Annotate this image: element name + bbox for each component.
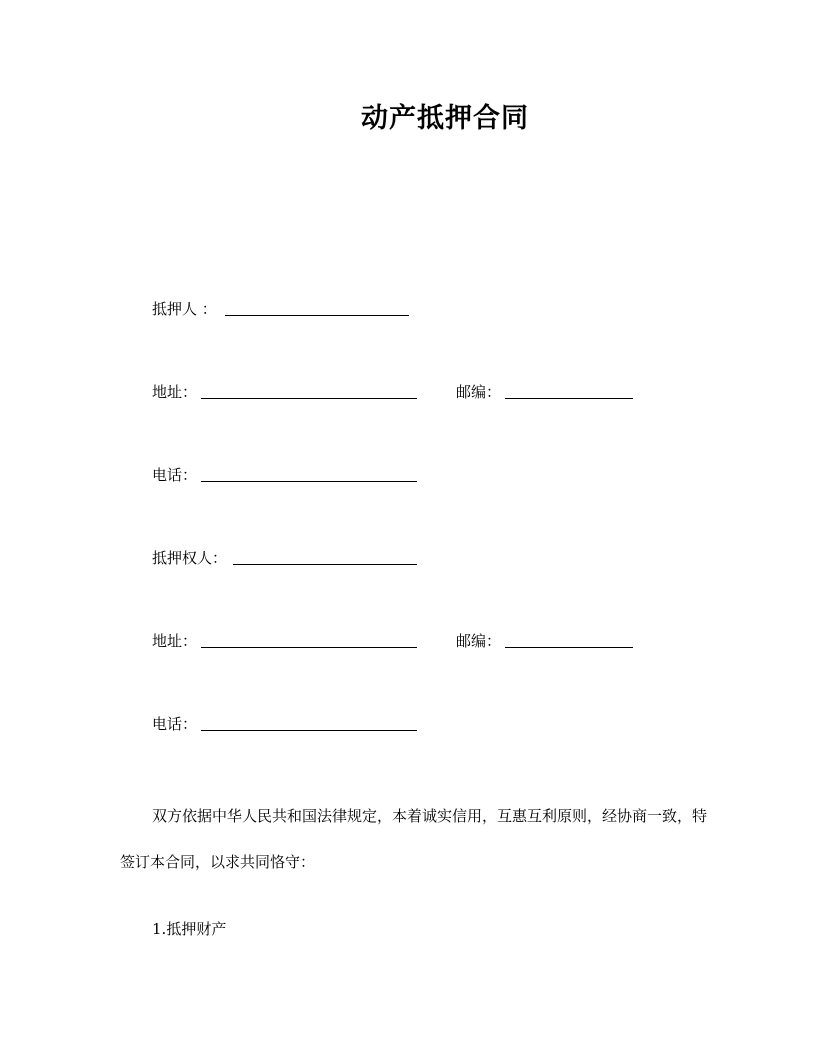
mortgagor-postcode-row: [456, 382, 501, 402]
document-title: 动产抵押合同: [361, 103, 529, 134]
mortgagee-address-label: 地址：: [152, 632, 198, 650]
mortgagee-phone-row: [152, 714, 197, 734]
mortgagee-phone-field[interactable]: [201, 730, 417, 731]
mortgagor-name-row: [152, 299, 217, 319]
mortgagee-address-row: [152, 631, 197, 651]
mortgagor-phone-row: [152, 465, 197, 485]
mortgagee-address-field[interactable]: [201, 647, 417, 648]
mortgagor-address-field[interactable]: [201, 398, 417, 399]
mortgagee-name-label: 抵押权人：: [152, 549, 228, 567]
mortgagee-name-field[interactable]: [233, 564, 417, 565]
section-1-heading: [152, 919, 226, 939]
section-1-title: 抵押财产: [166, 920, 227, 938]
mortgagor-phone-field[interactable]: [201, 481, 417, 482]
mortgagee-postcode-row: [456, 631, 501, 651]
mortgagor-address-label: 地址：: [152, 383, 198, 401]
preamble-paragraph: 双方依据中华人民共和国法律规定，本着诚实信用，互惠互利原则，经协商一致，特签订本合同，以求共同恪守：: [120, 807, 708, 871]
mortgagee-postcode-field[interactable]: [505, 647, 633, 648]
mortgagor-postcode-field[interactable]: [505, 398, 633, 399]
mortgagee-phone-label: 电话：: [152, 715, 198, 733]
mortgagee-name-row: [152, 548, 227, 568]
mortgagor-name-field[interactable]: [225, 315, 409, 316]
section-1-number: 1.: [152, 920, 167, 938]
mortgagor-address-row: [152, 382, 197, 402]
mortgagor-phone-label: 电话：: [152, 466, 198, 484]
mortgagor-postcode-label: 邮编：: [456, 383, 502, 401]
mortgagor-name-label: 抵押人 ：: [152, 300, 217, 318]
mortgagee-postcode-label: 邮编：: [456, 632, 502, 650]
